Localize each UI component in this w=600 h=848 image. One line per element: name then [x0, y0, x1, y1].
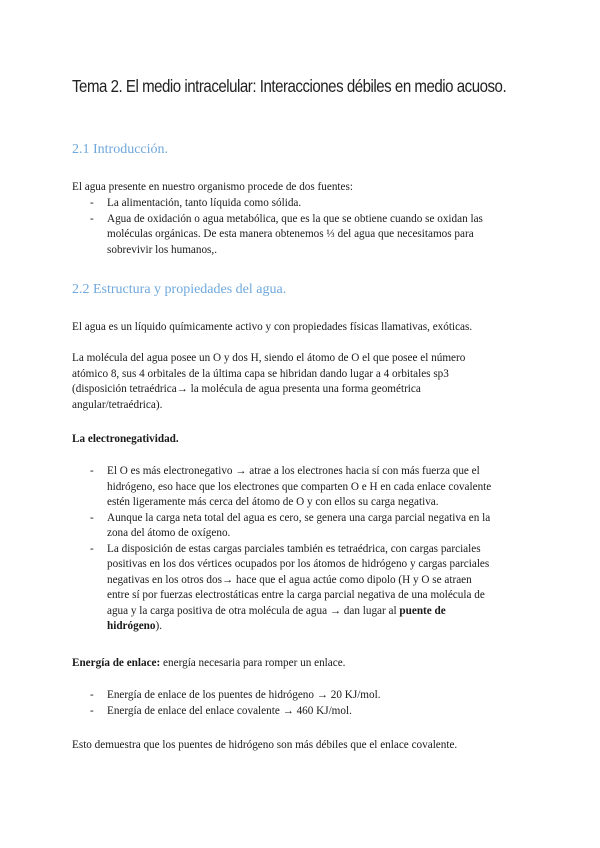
list-item	[72, 511, 532, 542]
list-item-text: Energía de enlace de los puentes de hidrógeno → 20 KJ/mol.	[107, 689, 381, 701]
list-item-text: Agua de oxidación o agua metabólica, que es la que se obtiene cuando se oxidan las	[107, 212, 483, 225]
energy-list	[72, 688, 532, 719]
bullet-dash: -	[90, 212, 94, 225]
paragraph-line: La molécula del agua posee un O y dos H, siendo el átomo de O el que posee el número	[72, 352, 466, 364]
list-item-text: entre sí por fuerzas electrostáticas entre la carga parcial negativa de una molécula de	[107, 589, 485, 601]
electronegativity-heading	[72, 432, 522, 448]
bullet-dash: -	[90, 197, 94, 209]
section-heading-intro: 2.1 Introducción.	[72, 142, 169, 157]
bullet-dash: -	[90, 511, 94, 524]
list-item-text: moléculas orgánicas. De esta manera obtenemos ⅓ del agua que necesitamos para	[107, 228, 474, 240]
bold-term: hidrógeno	[107, 620, 156, 632]
energy-label: Energía de enlace:	[72, 657, 161, 669]
energy-definition	[72, 656, 522, 672]
list-item	[72, 542, 532, 635]
bullet-dash: -	[90, 465, 94, 477]
list-item	[72, 704, 532, 720]
bullet-dash: -	[90, 704, 94, 717]
list-item-text: La alimentación, tanto líquida como sólida.	[107, 197, 302, 209]
paragraph-line: (disposición tetraédrica→ la molécula de agua presenta una forma geométrica	[72, 383, 421, 395]
intro-paragraph: El agua presente en nuestro organismo procede de dos fuentes:	[72, 181, 353, 193]
bold-term: puente de	[399, 604, 446, 617]
list-item-text	[107, 604, 532, 620]
paragraph-water-active: El agua es un líquido químicamente activo y con propiedades físicas llamativas, exóticas.	[72, 321, 473, 333]
list-item-text: negativas en los otros dos→ hace que el agua actúe como dipolo (H y O se atraen	[107, 573, 472, 586]
conclusion-paragraph: Esto demuestra que los puentes de hidrógeno son más débiles que el enlace covalente.	[72, 739, 458, 751]
energy-text: energía necesaria para romper un enlace.	[160, 657, 346, 669]
list-item-text	[107, 619, 532, 635]
list-item-text: Aunque la carga neta total del agua es cero, se genera una carga parcial negativa en la	[107, 511, 491, 524]
list-item-text: estén ligeramente más cerca del átomo de O y con ellos su carga negativa.	[107, 496, 439, 508]
paragraph-line: angular/tetraédrica).	[72, 398, 163, 411]
list-item-text: La disposición de estas cargas parciales también es tetraédrica, con cargas parciales	[107, 542, 481, 555]
list-item-text: hidrógeno, eso hace que los electrones que comparten O e H en cada enlace covalente	[107, 480, 492, 493]
text-fragment: ).	[155, 620, 163, 632]
paragraph-molecule	[72, 351, 522, 413]
list-item-text: positivas en los dos vértices ocupados por los átomos de hidrógeno y cargas parciales	[107, 558, 490, 570]
list-item	[72, 196, 532, 212]
list-item-text: El O es más electronegativo → atrae a los electrones hacia sí con más fuerza que el	[107, 465, 480, 477]
list-item	[72, 464, 532, 511]
text-fragment: agua y la carga positiva de otra molécula de agua → dan lugar al	[107, 604, 400, 617]
electronegativity-list	[72, 464, 532, 635]
page-title: Tema 2. El medio intracelular: Interacciones débiles en medio acuoso.	[72, 76, 507, 96]
bold-heading: La electronegatividad.	[72, 433, 179, 445]
paragraph-line: atómico 8, sus 4 orbitales de la última capa se hibridan dando lugar a 4 orbitales sp3	[72, 367, 449, 380]
bullet-dash: -	[90, 542, 94, 555]
list-item	[72, 688, 532, 704]
list-item-text: zona del átomo de oxígeno.	[107, 527, 231, 539]
bullet-dash: -	[90, 689, 94, 701]
list-item-text: Energía de enlace del enlace covalente → 460 KJ/mol.	[107, 704, 352, 717]
section-heading-structure: 2.2 Estructura y propiedades del agua.	[72, 282, 287, 297]
list-item-text: sobrevivir los humanos,.	[107, 243, 218, 256]
list-item	[72, 212, 532, 259]
intro-list	[72, 196, 532, 258]
